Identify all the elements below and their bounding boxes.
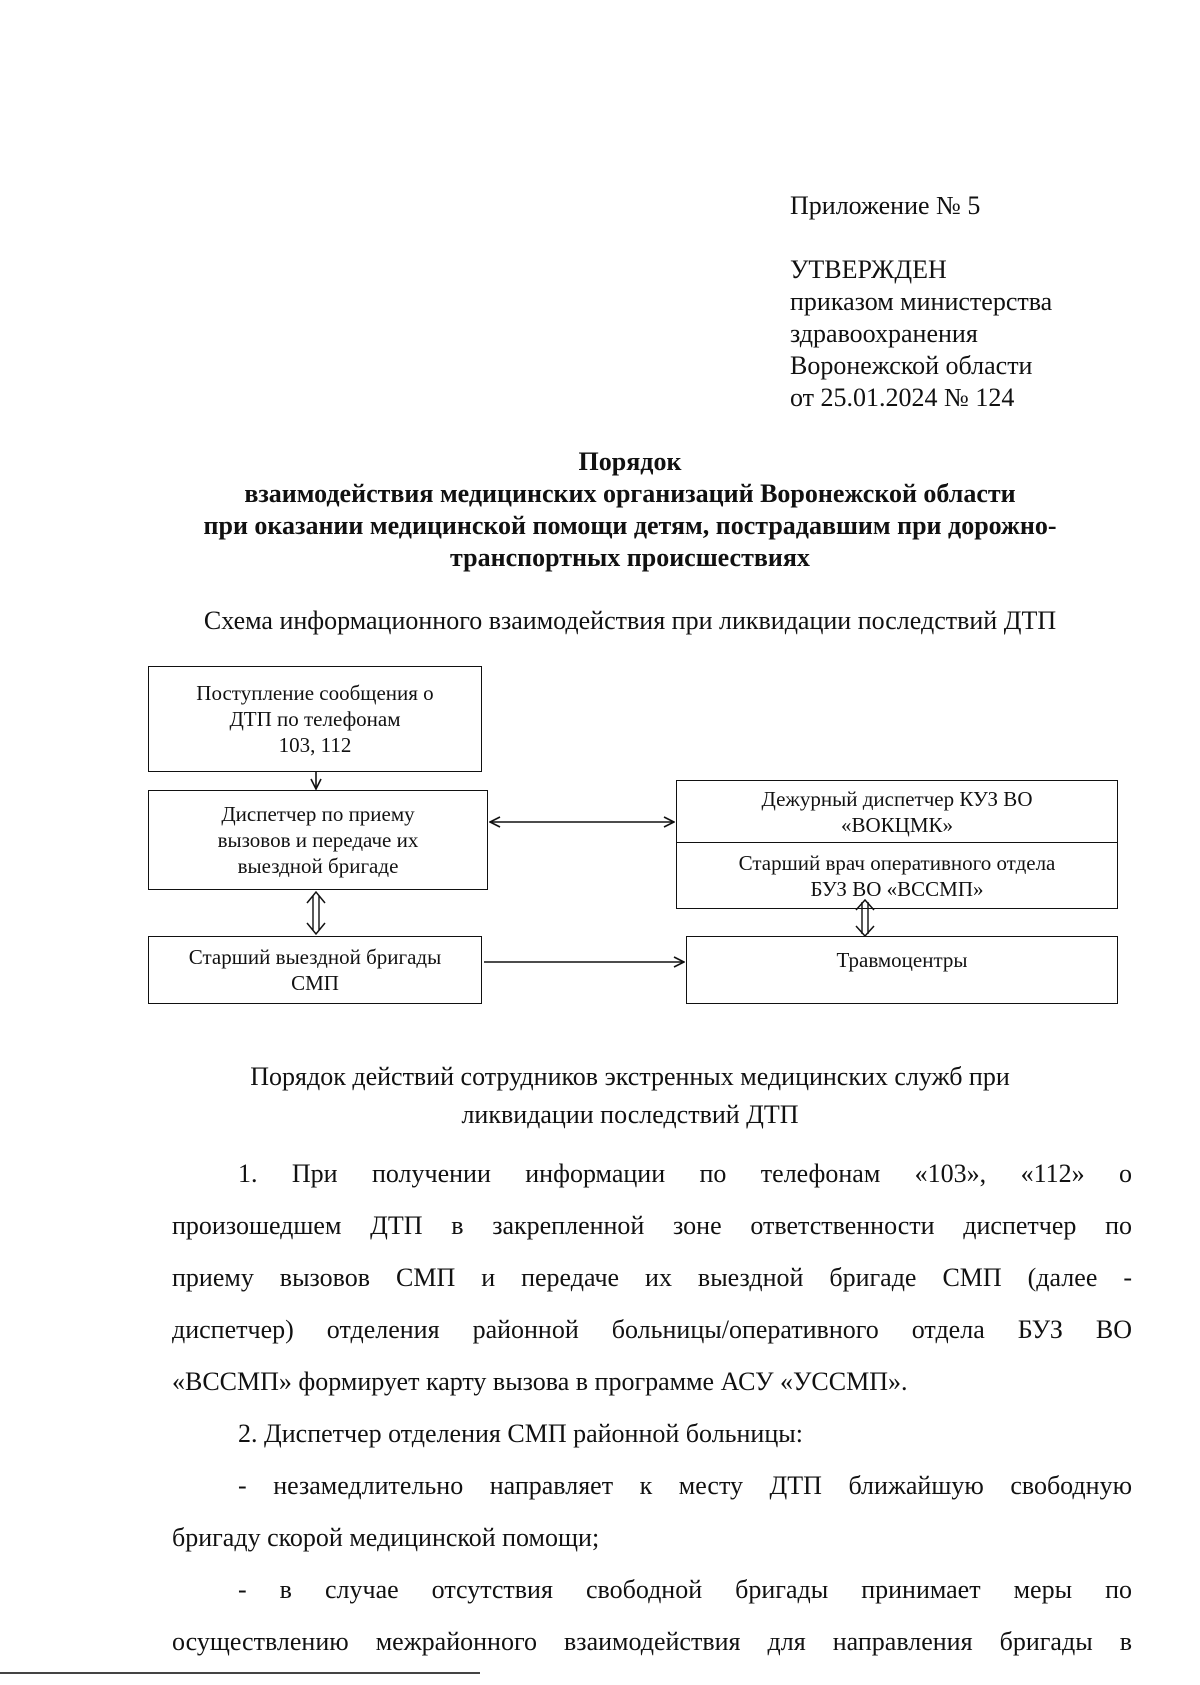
paragraph-line: 2. Диспетчер отделения СМП районной больницы: [238, 1419, 803, 1448]
box-text: Старший врач оперативного отдела [738, 850, 1056, 875]
paragraph-line: осуществлению межрайонного взаимодействия для направления бригады в [172, 1627, 1132, 1656]
procedure-title [100, 1058, 1160, 1134]
box-text: 103, 112 [278, 733, 352, 757]
box-text: выездной бригаде [237, 854, 399, 878]
box-text: Травмоцентры [836, 948, 968, 972]
title-line: транспортных происшествиях [450, 543, 810, 572]
box-text: СМП [291, 971, 339, 995]
box-text: Дежурный диспетчер КУЗ ВО [761, 786, 1033, 811]
duty-dispatcher-box [676, 780, 1118, 843]
title-line: Порядок [578, 447, 682, 476]
brigade-box [148, 936, 482, 1004]
incoming-call-box [148, 666, 482, 772]
box-text: ДТП по телефонам [229, 707, 401, 731]
paragraph-line: диспетчер) отделения районной больницы/оперативного отдела БУЗ ВО [172, 1315, 1132, 1344]
approval-title: УТВЕРЖДЕН [790, 255, 947, 284]
paragraph-line: - в случае отсутствия свободной бригады принимает меры по [238, 1575, 1132, 1604]
box-text: вызовов и передаче их [217, 828, 419, 852]
document-title [150, 446, 1110, 574]
approval-block [790, 254, 1052, 414]
trauma-centers-box [686, 936, 1118, 1004]
box-text: «ВОКЦМК» [840, 812, 954, 837]
paragraph-line: 1. При получении информации по телефонам «103», «112» о [238, 1159, 1132, 1188]
paragraph-line: бригаду скорой медицинской помощи; [172, 1523, 600, 1552]
box-text: БУЗ ВО «ВССМП» [810, 876, 984, 901]
paragraph-line: - незамедлительно направляет к месту ДТП ближайшую свободную [238, 1471, 1132, 1500]
title-line: взаимодействия медицинских организаций Воронежской области [244, 479, 1016, 508]
procedure-title-line: Порядок действий сотрудников экстренных медицинских служб при [250, 1062, 1010, 1091]
box-text: Старший выездной бригады [188, 945, 442, 969]
paragraph-line: приему вызовов СМП и передаче их выездной бригаде СМП (далее - [172, 1263, 1132, 1292]
scheme-title: Схема информационного взаимодействия при ликвидации последствий ДТП [203, 606, 1057, 635]
paragraph-line: «ВССМП» формирует карту вызова в программе АСУ «УССМП». [172, 1367, 908, 1396]
footer-rule [0, 1672, 480, 1674]
paragraph-line: произошедшем ДТП в закрепленной зоне ответственности диспетчер по [172, 1211, 1132, 1240]
procedure-text [172, 1148, 1132, 1668]
approval-line: Воронежской области [790, 351, 1033, 380]
title-line: при оказании медицинской помощи детям, пострадавшим при дорожно- [203, 511, 1057, 540]
box-text: Поступление сообщения о [196, 681, 434, 705]
box-text: Диспетчер по приему [221, 802, 415, 826]
arrow-bidirectional-vertical [307, 892, 325, 934]
procedure-title-line: ликвидации последствий ДТП [461, 1100, 799, 1129]
dispatcher-box [148, 790, 488, 890]
approval-line: приказом министерства [790, 287, 1053, 316]
senior-doctor-box [676, 843, 1118, 909]
approval-line: здравоохранения [790, 319, 978, 348]
appendix-label: Приложение № 5 [790, 191, 981, 220]
approval-line: от 25.01.2024 № 124 [790, 383, 1015, 412]
